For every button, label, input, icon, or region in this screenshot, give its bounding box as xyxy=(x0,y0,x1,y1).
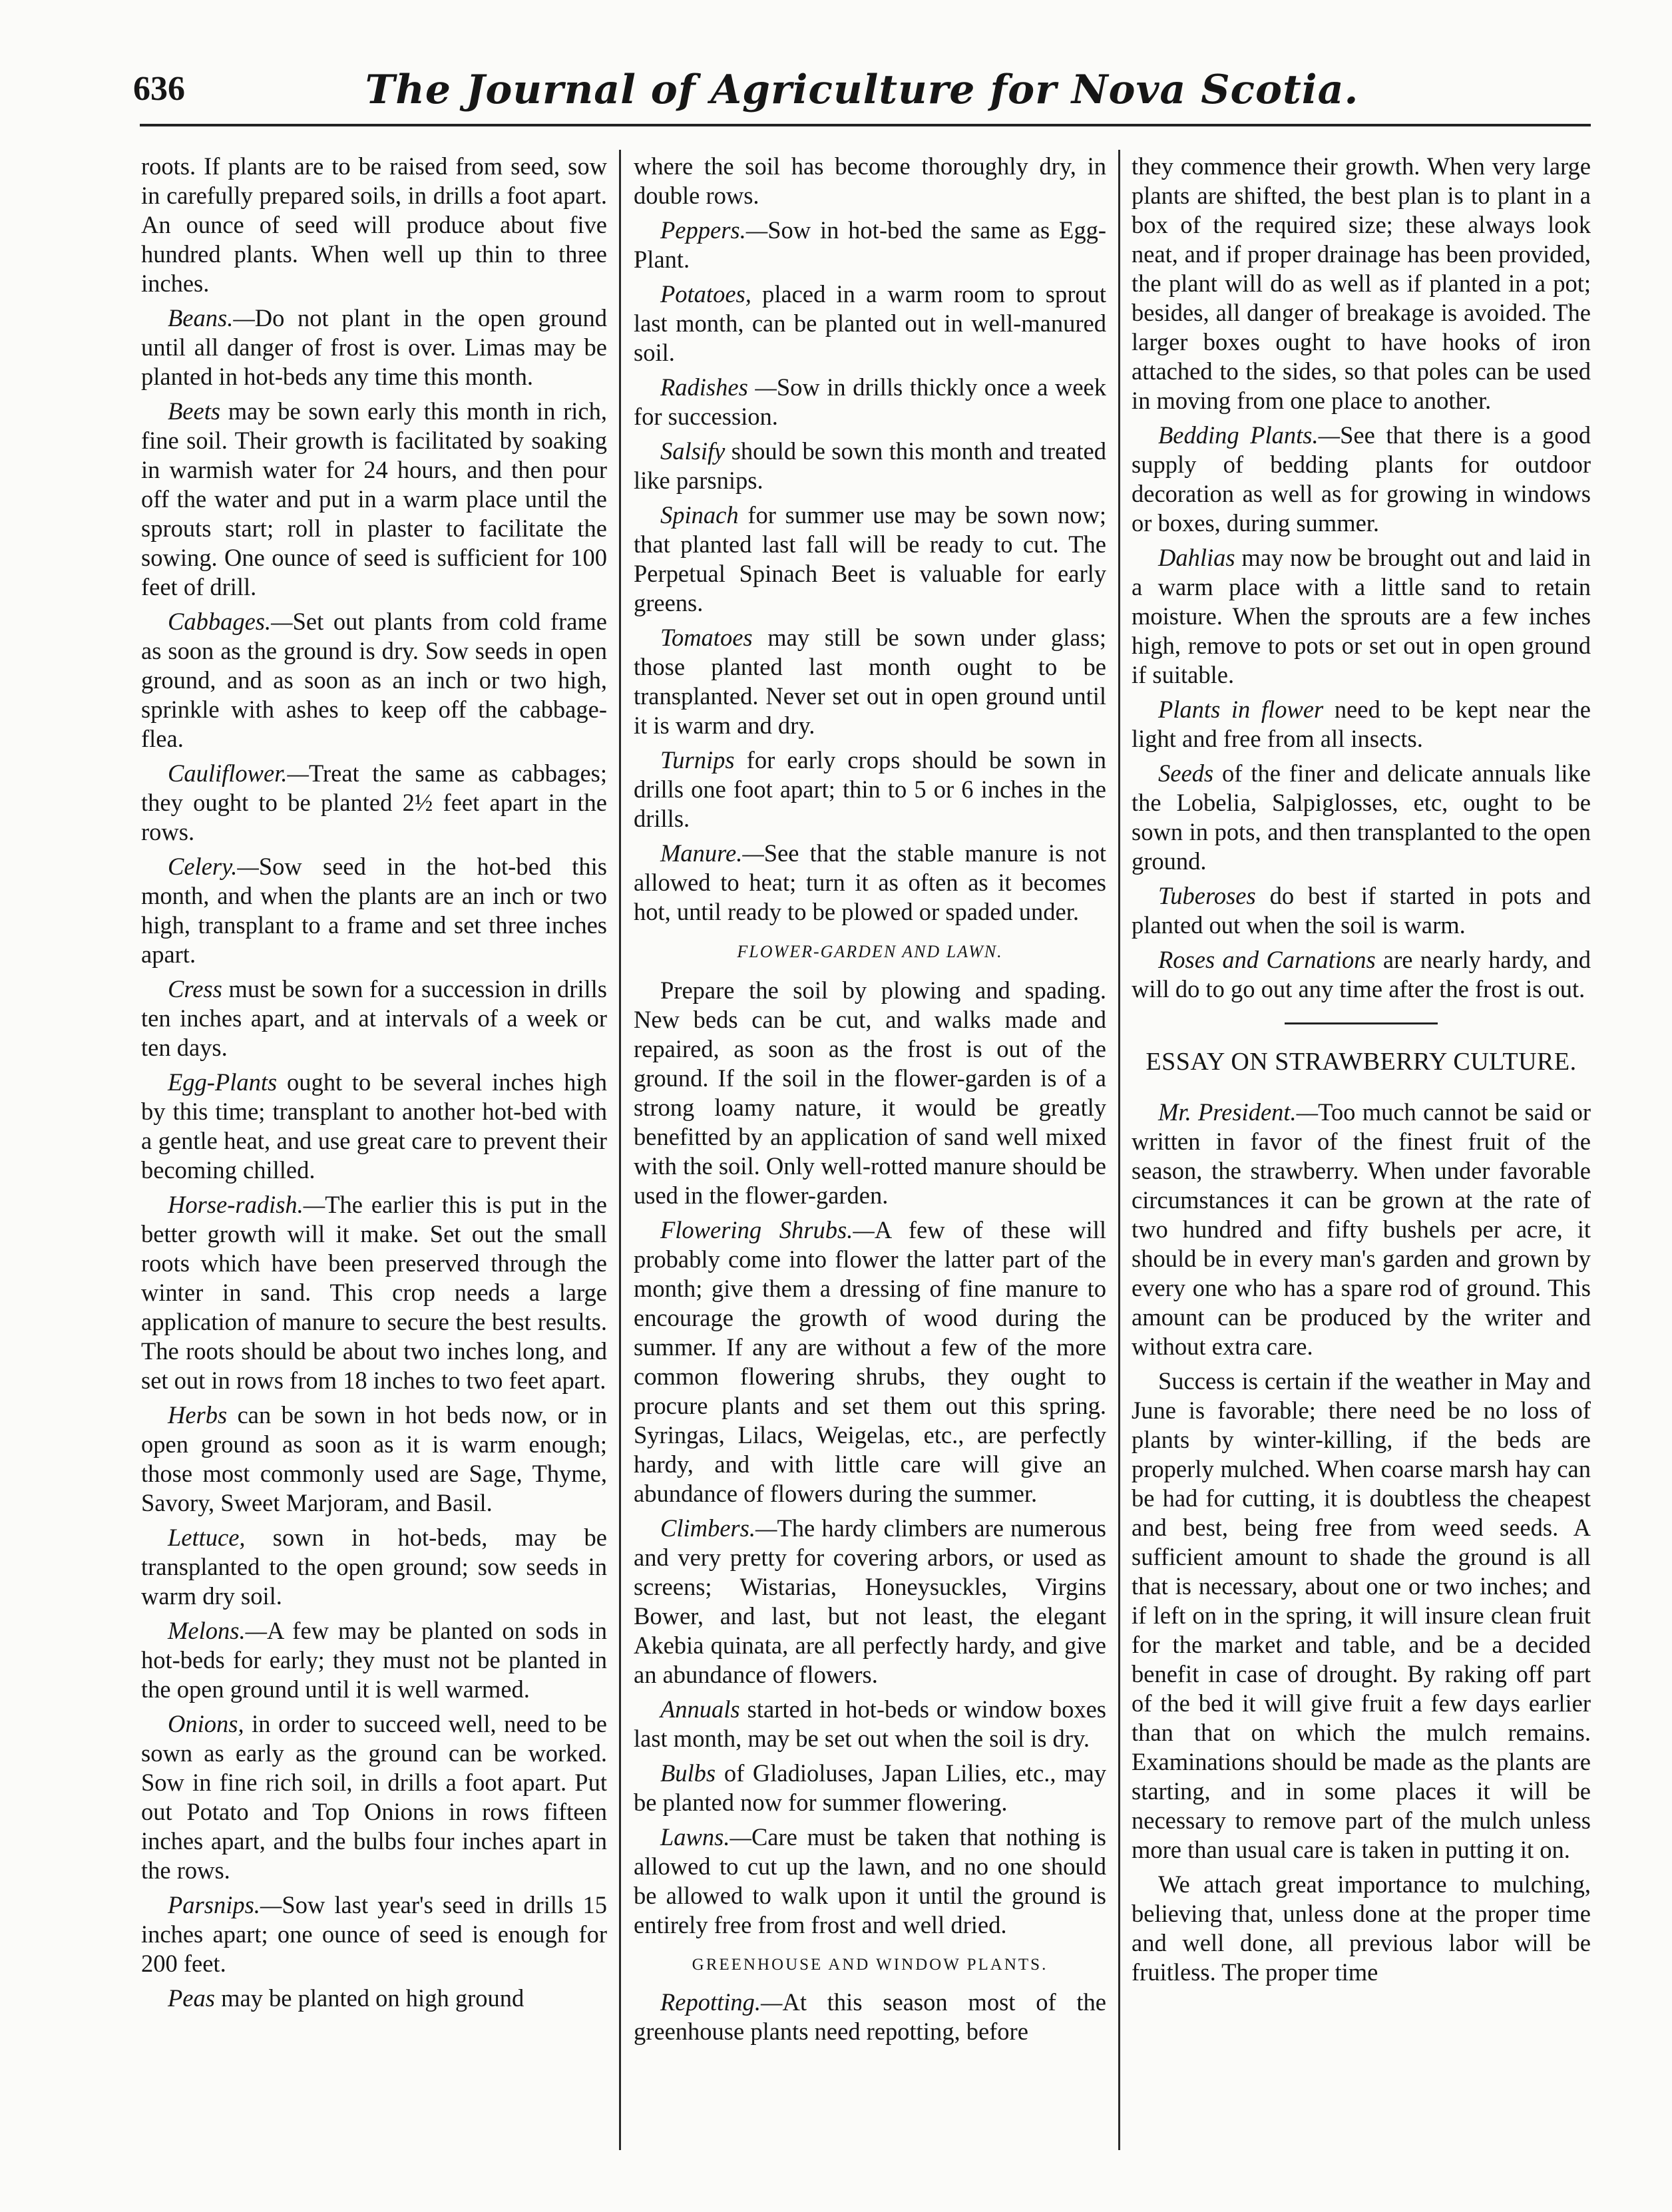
paragraph xyxy=(1132,543,1591,690)
paragraph-text: Do not plant in the open ground until all danger of frost is over. Limas may be planted in hot-beds any time this month. xyxy=(141,304,607,390)
paragraph-text: Set out plants from cold frame as soon as the ground is dry. Sow seeds in open ground, and as soon as an inch or two high, sprinkle with ashes to keep off the cabbage-flea. xyxy=(141,608,607,752)
paragraph xyxy=(634,1514,1106,1689)
paragraph-text: must be sown for a succession in drills ten inches apart, and at intervals of a week or ten days. xyxy=(141,975,607,1061)
paragraph-term: Annuals xyxy=(660,1695,740,1723)
paragraph-text: We attach great importance to mulching, believing that, unless done at the proper time and well done, all previous labor will be fruitless. The proper time xyxy=(1132,1871,1591,1986)
column-2 xyxy=(634,152,1106,2149)
paragraph xyxy=(634,976,1106,1210)
paragraph xyxy=(634,623,1106,740)
paragraph-text: Success is certain if the weather in May and June is favorable; there need be no loss of plants by winter-killing, if the beds are properly mulched. When coarse marsh hay can be had for cutting, it is doubtless the cheapest and best, being free from weed seeds. A sufficient amount to shade the ground is all that is necessary, about one or two inches; and if left on in the spring, it will insure clean fruit for the market and table, and be a decided benefit in case of drought. By raking off part of the bed it will give fruit a few days earlier than that on which the mulch remains. Examinations should be made as the plants are starting, and in some places it will be necessary to remove part of the mulch unless more than usual care is taken in putting it on. xyxy=(1132,1367,1591,1863)
column-3 xyxy=(1132,152,1591,2149)
paragraph-text: The hardy climbers are numerous and very pretty for covering arbors, or used as screens; Wistarias, Honeysuckles, Virgins Bower, and last, but not least, the elegant Akebia quinata, are all perfectly hardy, and give an abundance of flowers. xyxy=(634,1514,1106,1688)
paragraph xyxy=(141,852,607,969)
paragraph xyxy=(1132,881,1591,940)
paragraph xyxy=(634,373,1106,431)
paragraph-term: Cauliflower.— xyxy=(168,760,309,787)
paragraph xyxy=(634,437,1106,495)
greenhouse-heading: GREENHOUSE AND WINDOW PLANTS. xyxy=(692,1956,1048,1974)
paragraph-term: Melons.— xyxy=(168,1617,268,1644)
paragraph-text: See that the stable manure is not allowed to heat; turn it as often as it becomes hot, until ready to be plowed or spaded under. xyxy=(634,839,1106,925)
paragraph xyxy=(141,1068,607,1185)
paragraph xyxy=(141,304,607,391)
paragraph xyxy=(141,1401,607,1518)
paragraph-text: At this season most of the greenhouse plants need repotting, before xyxy=(634,1988,1106,2045)
paragraph-text: should be sown this month and treated like parsnips. xyxy=(634,437,1106,494)
paragraph-text: for early crops should be sown in drills one foot apart; thin to 5 or 6 inches in the drills. xyxy=(634,746,1106,832)
column-1 xyxy=(141,152,607,2149)
paragraph-text: Too much cannot be said or written in favor of the finest fruit of the season, the strawberry. When under favorable circumstances it can be grown at the rate of two hundred and fifty bushels per acre, it should be in every man's garden and grown by every one who has a spare rod of ground. This amount can be produced by the writer and without extra care. xyxy=(1132,1098,1591,1360)
paragraph-term: Parsnips.— xyxy=(168,1891,282,1918)
paragraph xyxy=(141,152,607,298)
paragraph-text: The earlier this is put in the better growth will it make. Set out the small roots which have been preserved through the winter in sand. This crop needs a large application of manure to secure the best results. The roots should be about two inches long, and set out in rows from 18 inches to two feet apart. xyxy=(141,1191,607,1394)
paragraph-term: Tomatoes xyxy=(660,624,753,651)
paragraph-term: Plants in flower xyxy=(1158,696,1324,723)
paragraph-text: for summer use may be sown now; that planted last fall will be ready to cut. The Perpetual Spinach Beet is valuable for early greens. xyxy=(634,501,1106,616)
paragraph-text: do best if started in pots and planted out when the soil is warm. xyxy=(1132,882,1591,939)
header-rule xyxy=(140,124,1591,126)
col2-paragraphs-a xyxy=(634,152,1106,927)
paragraph-text: started in hot-beds or window boxes last month, may be set out when the soil is dry. xyxy=(634,1695,1106,1752)
paragraph-text: may now be brought out and laid in a warm place with a little sand to retain moisture. When the sprouts are a few inches high, remove to pots or set out in open ground if suitable. xyxy=(1132,544,1591,688)
paragraph-text: in order to succeed well, need to be sown as early as the ground can be worked. Sow in fine rich soil, in drills a foot apart. Put out Potato and Top Onions in rows fifteen inches apart, and the bulbs four inches apart in the rows. xyxy=(141,1710,607,1884)
paragraph xyxy=(634,216,1106,274)
paragraph-text: of the finer and delicate annuals like the Lobelia, Salpiglosses, etc, ought to be sown in pots, and then transplanted to the open ground. xyxy=(1132,760,1591,875)
paragraph xyxy=(1132,759,1591,876)
paragraph xyxy=(1132,1367,1591,1865)
paragraph-text: need to be kept near the light and free from all insects. xyxy=(1132,696,1591,752)
paragraph-text: are nearly hardy, and will do to go out any time after the frost is out. xyxy=(1132,946,1591,1002)
paragraph xyxy=(141,397,607,602)
paragraph xyxy=(634,1823,1106,1940)
paragraph-text: A few may be planted on sods in hot-beds for early; they must not be planted in the open ground until it is well warmed. xyxy=(141,1617,607,1703)
paragraph-text: may be planted on high ground xyxy=(214,1984,524,2012)
paragraph-text: Prepare the soil by plowing and spading. New beds can be cut, and walks made and repaired, as soon as the frost is out of the ground. If the soil in the flower-garden is of a strong loamy nature, it would be greatly benefitted by an application of sand well mixed with the soil. Only well-rotted manure should be used in the flower-garden. xyxy=(634,977,1106,1209)
column-divider xyxy=(619,150,621,2150)
paragraph-term: Repotting.— xyxy=(660,1988,783,2016)
paragraph-term: Manure.— xyxy=(660,839,764,867)
col3-paragraphs-a xyxy=(1132,152,1591,1004)
paragraph xyxy=(1132,695,1591,754)
paragraph-term: Turnips xyxy=(660,746,735,774)
paragraph-text: of Gladioluses, Japan Lilies, etc., may be planted now for summer flowering. xyxy=(634,1759,1106,1816)
paragraph xyxy=(634,746,1106,833)
paragraph xyxy=(141,1709,607,1885)
paragraph-term: Cabbages.— xyxy=(168,608,293,635)
paragraph-term: Salsify xyxy=(660,437,726,465)
paragraph-text: Sow last year's seed in drills 15 inches apart; one ounce of seed is enough for 200 feet. xyxy=(141,1891,607,1977)
col2-paragraphs-b xyxy=(634,976,1106,1940)
paragraph xyxy=(634,839,1106,927)
paragraph xyxy=(634,1988,1106,2046)
paragraph-term: Peppers.— xyxy=(660,216,768,244)
col2-paragraphs-c xyxy=(634,1988,1106,2046)
paragraph-text: they commence their growth. When very large plants are shifted, the best plan is to plant in a box of the required size; these always look neat, and if proper drainage has been provided, the plant will do as well as if planted in a pot; besides, all danger of breakage is avoided. The larger boxes ought to have hooks of iron attached to the sides, so that poles can be used in moving from one place to another. xyxy=(1132,152,1591,414)
paragraph-term: Bulbs xyxy=(660,1759,716,1787)
paragraph-text: sown in hot-beds, may be transplanted to the open ground; sow seeds in warm dry soil. xyxy=(141,1524,607,1610)
paragraph xyxy=(634,1759,1106,1817)
paragraph-text: Sow seed in the hot-bed this month, and when the plants are an inch or two high, transplant to a frame and set three inches apart. xyxy=(141,853,607,968)
paragraph xyxy=(141,975,607,1062)
paragraph-term: Peas xyxy=(168,1984,215,2012)
journal-title: The Journal of Agriculture for Nova Scotia. xyxy=(365,67,1359,113)
paragraph-term: Bedding Plants.— xyxy=(1158,421,1341,449)
paragraph xyxy=(634,280,1106,367)
paragraph-text: may be sown early this month in rich, fine soil. Their growth is facilitated by soaking in warmish water for 24 hours, and then pour off the water and put in a warm place until the sprouts start; roll in plaster to facilitate the sowing. One ounce of seed is sufficient for 100 feet of drill. xyxy=(141,397,607,600)
paragraph xyxy=(141,607,607,754)
paragraph-text: Treat the same as cabbages; they ought to be planted 2½ feet apart in the rows. xyxy=(141,760,607,845)
paragraph-text: Sow in hot-bed the same as Egg-Plant. xyxy=(634,216,1106,273)
paragraph-text: ought to be several inches high by this time; transplant to another hot-bed with a gentle heat, and use great care to prevent their becoming chilled. xyxy=(141,1068,607,1184)
paragraph xyxy=(1132,945,1591,1004)
paragraph-term: Roses and Carnations xyxy=(1158,946,1376,973)
paragraph-term: Seeds xyxy=(1158,760,1214,787)
paragraph xyxy=(1132,1098,1591,1361)
paragraph-term: Celery.— xyxy=(168,853,259,880)
paragraph xyxy=(141,1616,607,1704)
col1-paragraphs xyxy=(141,152,607,2013)
paragraph xyxy=(634,1695,1106,1753)
paragraph-text: Sow in drills thickly once a week for succession. xyxy=(634,373,1106,430)
paragraph-term: Beans.— xyxy=(168,304,255,332)
paragraph-text: roots. If plants are to be raised from seed, sow in carefully prepared soils, in drills a foot apart. An ounce of seed will produce about five hundred plants. When well up thin to three inches. xyxy=(141,152,607,297)
paragraph-term: Flowering Shrubs.— xyxy=(660,1216,875,1243)
flower-garden-heading: FLOWER-GARDEN AND LAWN. xyxy=(737,942,1003,961)
paragraph-term: Potatoes, xyxy=(660,280,751,308)
paragraph xyxy=(1132,1870,1591,1987)
page-header xyxy=(133,67,1591,120)
paragraph-term: Lawns.— xyxy=(660,1823,751,1851)
paragraph-term: Horse-radish.— xyxy=(168,1191,325,1218)
page-number: 636 xyxy=(133,70,185,108)
paragraph xyxy=(141,1984,607,2013)
paragraph-term: Tuberoses xyxy=(1158,882,1256,909)
paragraph-term: Climbers.— xyxy=(660,1514,777,1542)
paragraph-text: where the soil has become thoroughly dry, in double rows. xyxy=(634,152,1106,209)
paragraph-term: Radishes — xyxy=(660,373,777,401)
paragraph xyxy=(634,501,1106,618)
paragraph-text: See that there is a good supply of bedding plants for outdoor decoration as well as for growing in windows or boxes, during summer. xyxy=(1132,421,1591,537)
paragraph xyxy=(634,1216,1106,1508)
paragraph-text: A few of these will probably come into flower the latter part of the month; give them a dressing of fine manure to encourage the growth of wood during the summer. If any are without a few of the more common flowering shrubs, they ought to procure plants and set them out this spring. Syringas, Lilacs, Weigelas, etc., are perfectly hardy, and with little care will give an abundance of flowers during the summer. xyxy=(634,1216,1106,1507)
col3-paragraphs-b xyxy=(1132,1098,1591,1987)
paragraph xyxy=(141,1890,607,1978)
column-divider xyxy=(1118,150,1120,2150)
paragraph-term: Beets xyxy=(168,397,221,425)
paragraph-term: Dahlias xyxy=(1158,544,1235,571)
paragraph-term: Onions, xyxy=(168,1710,244,1737)
section-rule xyxy=(1285,1022,1438,1024)
paragraph-text: Care must be taken that nothing is allowed to cut up the lawn, and no one should be allowed to walk upon it until the ground is entirely free from frost and well dried. xyxy=(634,1823,1106,1938)
paragraph xyxy=(141,759,607,847)
paragraph xyxy=(141,1523,607,1611)
paragraph-text: placed in a warm room to sprout last month, can be planted out in well-manured soil. xyxy=(634,280,1106,366)
paragraph-term: Egg-Plants xyxy=(168,1068,278,1096)
paragraph-term: Cress xyxy=(168,975,222,1002)
essay-title: ESSAY ON STRAWBERRY CULTURE. xyxy=(1146,1048,1577,1076)
paragraph-term: Lettuce, xyxy=(168,1524,246,1551)
paragraph xyxy=(1132,421,1591,538)
paragraph-term: Mr. President.— xyxy=(1158,1098,1319,1126)
paragraph xyxy=(1132,152,1591,415)
paragraph-term: Spinach xyxy=(660,501,739,529)
paragraph xyxy=(141,1190,607,1395)
paragraph-text: may still be sown under glass; those planted last month ought to be transplanted. Never set out in open ground until it is warm and dry. xyxy=(634,624,1106,739)
paragraph-term: Herbs xyxy=(168,1401,228,1429)
paragraph xyxy=(634,152,1106,210)
paragraph-text: can be sown in hot beds now, or in open ground as soon as it is warm enough; those most commonly used are Sage, Thyme, Savory, Sweet Marjoram, and Basil. xyxy=(141,1401,607,1516)
